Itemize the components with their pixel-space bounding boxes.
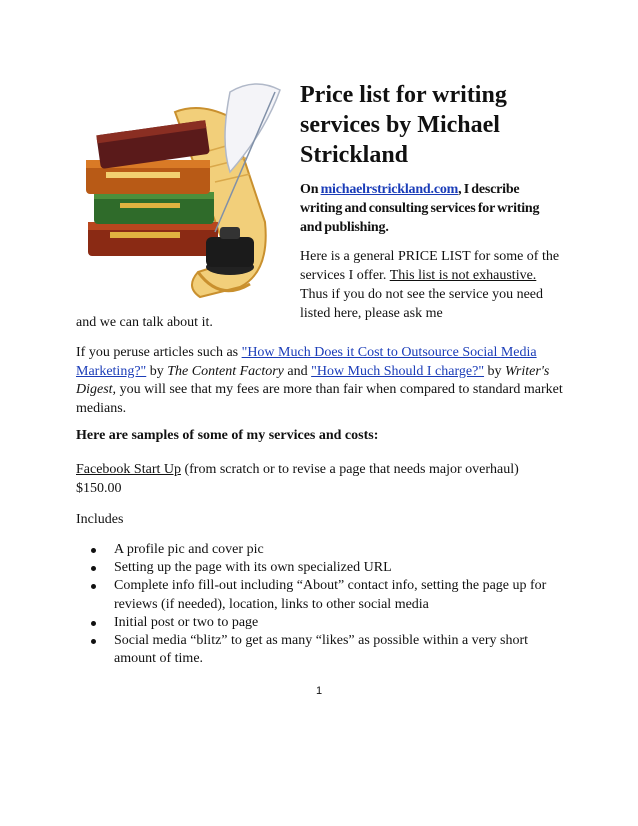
peruse-paragraph	[76, 344, 566, 418]
list-item: Complete info fill-out including “About” contact info, setting the page up for reviews (if needed), location, links to other social media	[76, 577, 566, 613]
books-scroll-quill-inkwell-image	[80, 72, 290, 302]
list-item: Social media “blitz” to get as many “likes” as possible within a very short amount of time.	[76, 632, 566, 668]
site-suffix: , I describe writing and consulting services for writing and publishing.	[300, 182, 540, 235]
service-desc: (from scratch or to revise a page that needs major overhaul)	[180, 462, 519, 477]
intro-underlined: This list is not exhaustive.	[389, 268, 537, 283]
service-facebook	[76, 461, 566, 498]
article-link-outsource[interactable]: "How Much Does it Cost to Outsource Social Media Marketing?"	[76, 345, 537, 379]
intro-text: Here is a general PRICE LIST for some of the services I offer.	[300, 249, 560, 283]
bullet-icon	[91, 621, 96, 626]
site-prefix: On	[300, 182, 321, 197]
peruse-text-3: and	[283, 363, 312, 379]
bullet-icon	[91, 639, 96, 644]
peruse-text-5: you will see that my fees are more than fair when compared to standard market medians.	[76, 382, 563, 416]
includes-list	[76, 541, 566, 668]
page-title: Price list for writing services by Michael Strickland	[300, 82, 507, 168]
source-content-factory: The Content Factory	[167, 363, 284, 379]
samples-heading: Here are samples of some of my services and costs:	[76, 428, 379, 443]
site-link[interactable]: michaelrstrickland.com	[320, 182, 459, 197]
service-price: $150.00	[76, 480, 122, 496]
list-item: A profile pic and cover pic	[76, 541, 566, 559]
bullet-icon	[91, 584, 96, 589]
page-number: 1	[315, 685, 323, 697]
bullet-icon	[91, 548, 96, 553]
intro-rest: Thus if you do not see the service you need listed here, please ask me	[300, 287, 543, 321]
service-name: Facebook Start Up	[76, 462, 181, 477]
peruse-text-4: by	[484, 363, 506, 379]
intro-continuation: and we can talk about it.	[76, 315, 213, 330]
peruse-text-2: by	[146, 363, 168, 379]
source-writers-digest: Writer's Digest,	[76, 363, 550, 398]
site-description	[300, 180, 562, 237]
includes-label: Includes	[76, 512, 124, 527]
article-link-charge[interactable]: "How Much Should I charge?"	[311, 363, 485, 379]
intro-paragraph	[300, 247, 562, 323]
bullet-icon	[91, 566, 96, 571]
list-item: Setting up the page with its own specialized URL	[76, 559, 566, 577]
peruse-text-1: If you peruse articles such as	[76, 345, 242, 360]
list-item: Initial post or two to page	[76, 614, 566, 632]
